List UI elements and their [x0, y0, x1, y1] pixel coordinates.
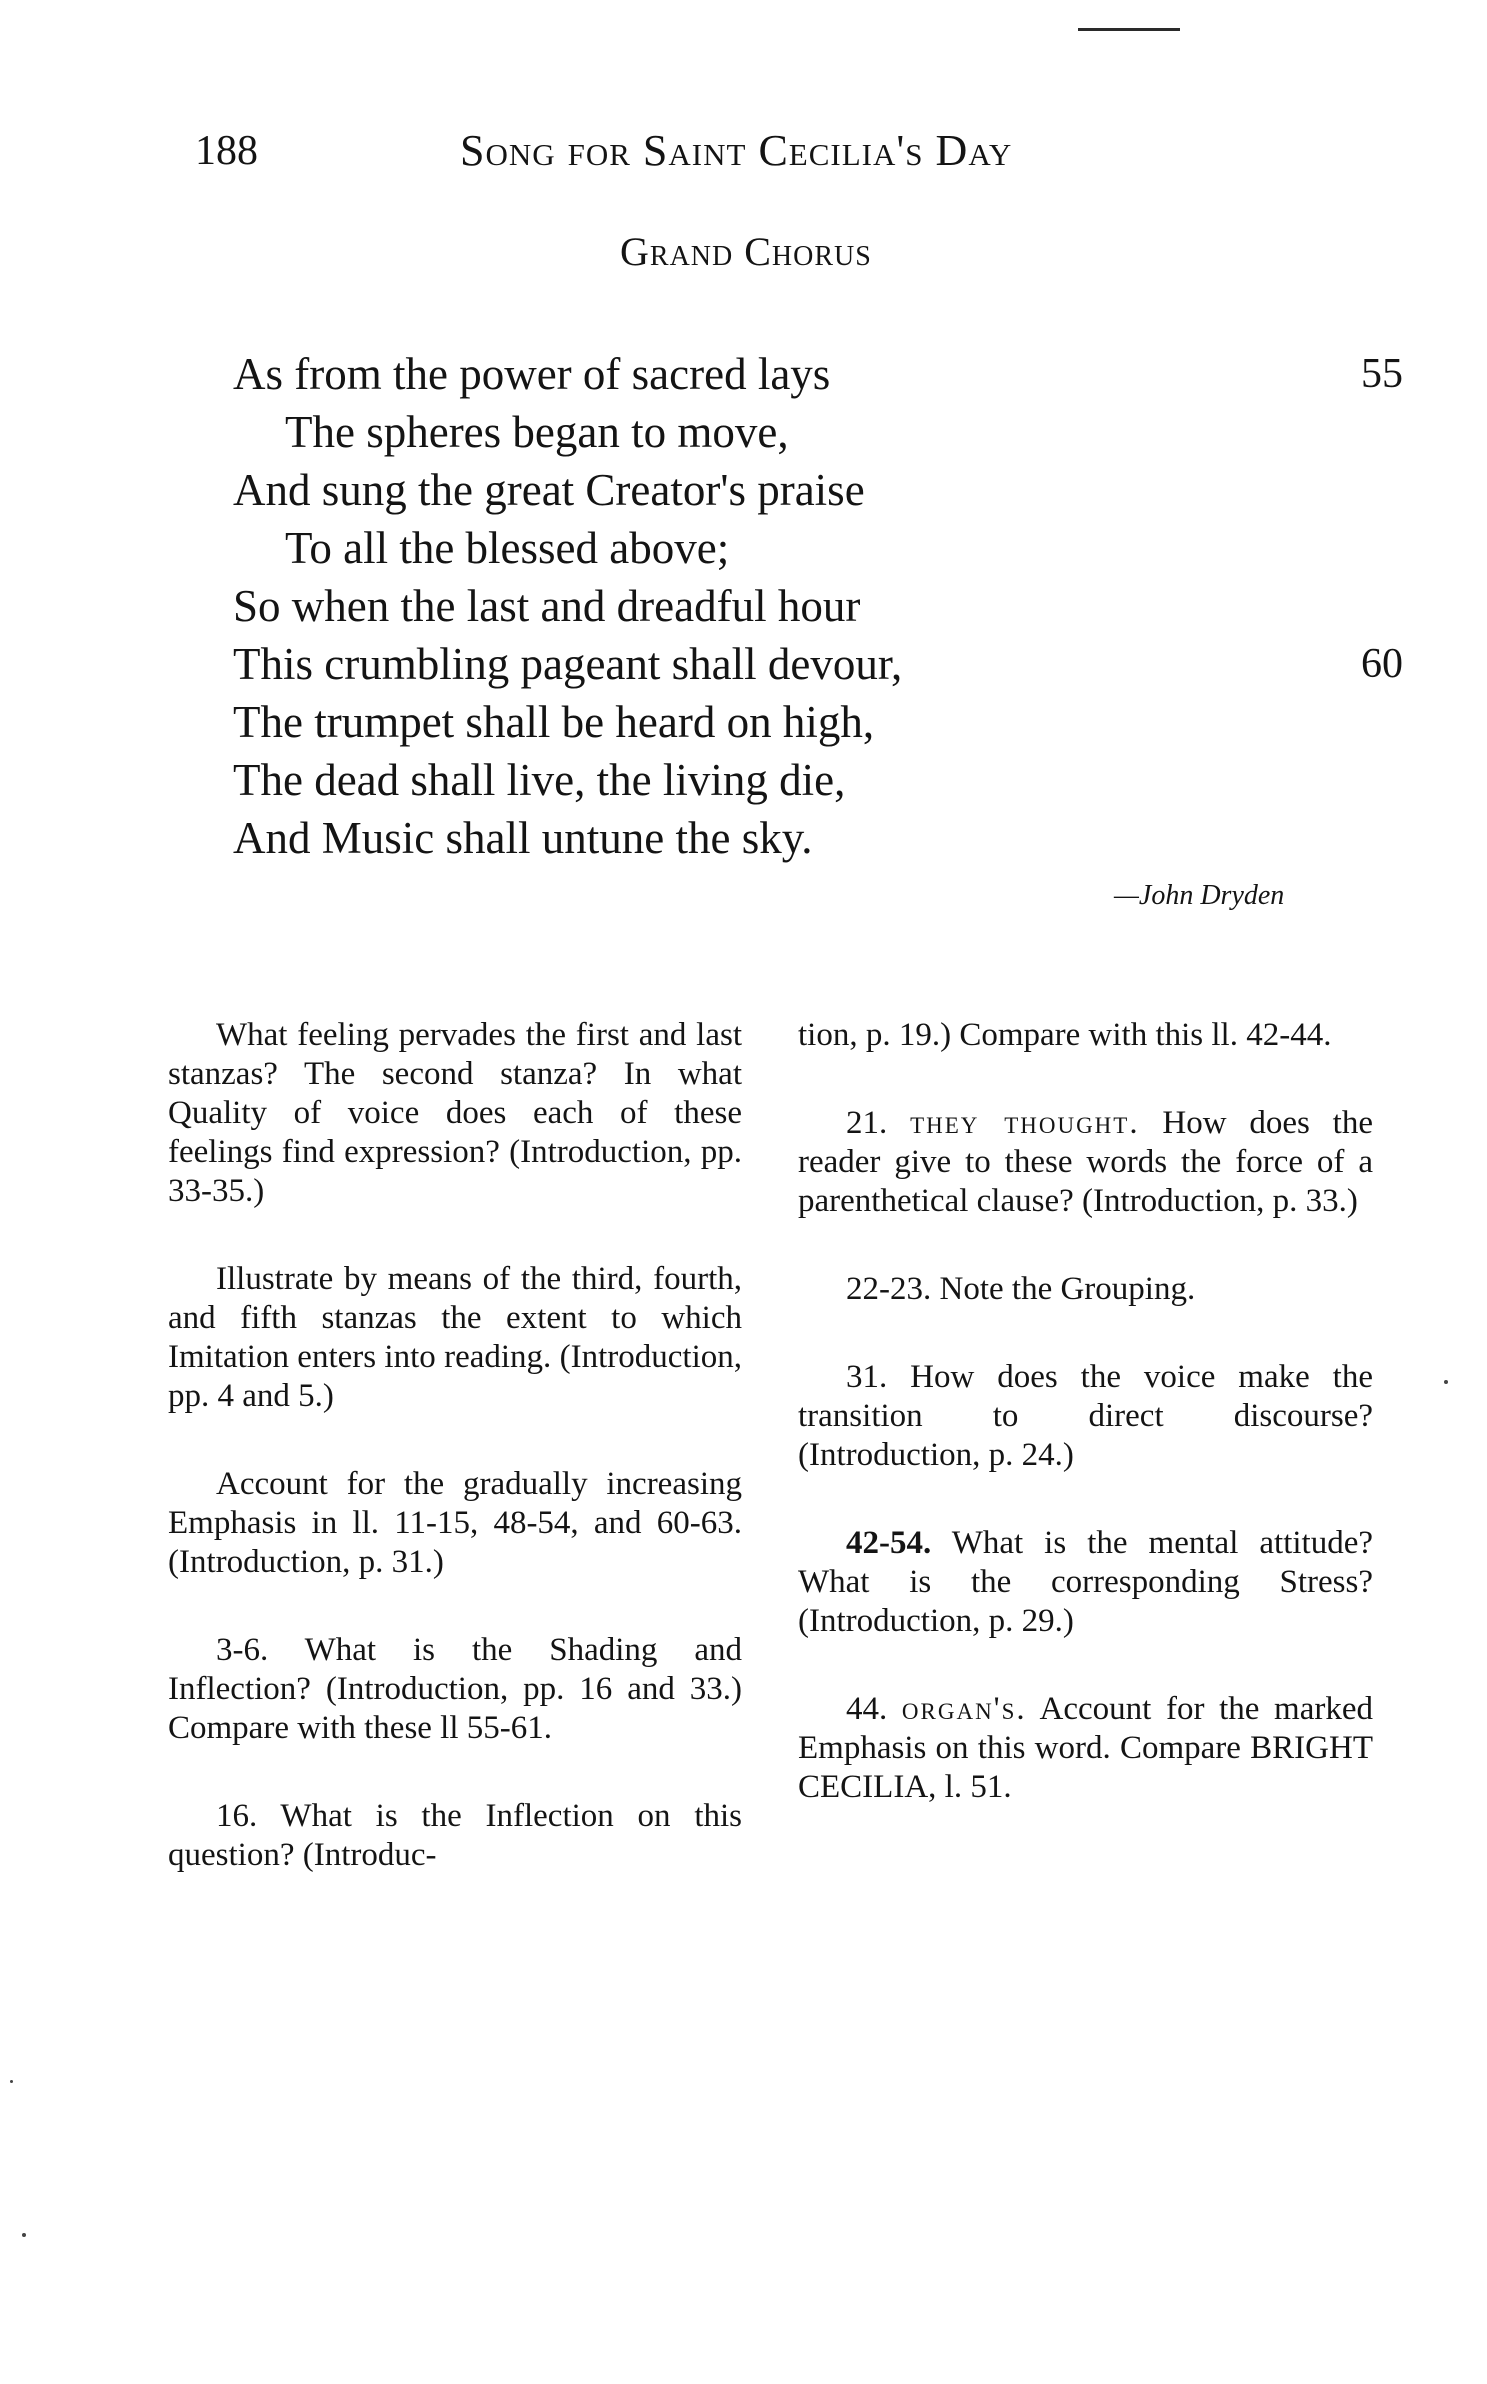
poem-line-text: And sung the great Creator's praise: [233, 465, 865, 515]
note: [168, 1797, 742, 1875]
notes-left-column: [168, 1016, 742, 1924]
note-text: tion, p. 19.) Compare with this ll. 42-44.: [798, 1017, 1332, 1053]
note-keyword: organ's.: [901, 1691, 1027, 1727]
line-number: 60: [1361, 641, 1403, 687]
note: [798, 1524, 1373, 1641]
note-ref: 21.: [846, 1105, 888, 1141]
print-speck: [22, 2233, 26, 2237]
notes-right-column: [798, 1016, 1373, 1856]
note-ref: 44.: [846, 1691, 888, 1727]
poem-line-text: The dead shall live, the living die,: [233, 755, 846, 805]
poem-line-text: The trumpet shall be heard on high,: [233, 697, 875, 747]
poem-line-text: And Music shall untune the sky.: [233, 813, 813, 863]
page-number: 188: [195, 128, 258, 174]
note-ref: 3-6.: [216, 1632, 269, 1668]
poem-line-text: As from the power of sacred lays: [233, 349, 831, 399]
note: [798, 1358, 1373, 1475]
attribution: —John Dryden: [1114, 880, 1285, 911]
poem-line: [233, 519, 1403, 577]
running-title: Song for Saint Cecilia's Day: [460, 126, 1013, 175]
note: [798, 1270, 1373, 1309]
poem-line-text: So when the last and dreadful hour: [233, 581, 861, 631]
poem-line-text: The spheres began to move,: [285, 407, 789, 457]
note-text: Illustrate by means of the third, fourth, and fifth stanzas the extent to which Imitation enters into reading. (Introduction, pp. 4 and 5.): [168, 1261, 742, 1414]
print-speck: [1444, 1380, 1448, 1384]
note: [798, 1016, 1373, 1055]
poem-line: [233, 693, 1403, 751]
line-number: 55: [1361, 351, 1403, 397]
poem-line: [233, 461, 1403, 519]
poem-line: [233, 635, 1403, 693]
note-keyword: they thought.: [910, 1105, 1140, 1141]
note-ref: 16.: [216, 1798, 258, 1834]
poem: [233, 345, 1403, 867]
note-text: What is the Inflection on this question? (Introduc-: [168, 1798, 742, 1873]
note: [798, 1104, 1373, 1221]
note-text: Note the Grouping.: [939, 1271, 1196, 1307]
poem-line: [233, 809, 1403, 867]
note-text: How does the reader give to these words the force of a parenthetical clause? (Introduction, p. 33.): [798, 1105, 1373, 1219]
note-text: What feeling pervades the first and last stanzas? The second stanza? In what Quality of voice does each of these feelings find expression? (Introduction, pp. 33-35.): [168, 1017, 742, 1209]
note: [798, 1690, 1373, 1807]
note-text: How does the voice make the transition to direct discourse? (Introduction, p. 24.): [798, 1359, 1373, 1473]
note-ref: 42-54.: [846, 1525, 932, 1561]
note-text: What is the mental attitude? What is the corresponding Stress? (Introduction, p. 29.): [798, 1525, 1374, 1639]
note: [168, 1016, 742, 1211]
print-speck: [10, 2080, 13, 2083]
note: [168, 1631, 742, 1748]
note-ref: 22-23.: [846, 1271, 932, 1307]
note-text: Account for the marked Emphasis on this word. Compare BRIGHT CECILIA, l. 51.: [798, 1691, 1373, 1805]
poem-line: [233, 577, 1403, 635]
poem-line: [233, 403, 1403, 461]
note-text: Account for the gradually increasing Emphasis in ll. 11-15, 48-54, and 60-63. (Introduction, p. 31.): [168, 1466, 742, 1580]
section-title: Grand Chorus: [620, 229, 872, 274]
poem-line-text: This crumbling pageant shall devour,: [233, 639, 903, 689]
note: [168, 1465, 742, 1582]
note-ref: 31.: [846, 1359, 888, 1395]
top-rule: [1078, 28, 1180, 31]
poem-line: [233, 751, 1403, 809]
note: [168, 1260, 742, 1416]
note-text: What is the Shading and Inflection? (Introduction, pp. 16 and 33.) Compare with these ll 55-61.: [168, 1632, 743, 1746]
poem-line: [233, 345, 1403, 403]
poem-line-text: To all the blessed above;: [285, 523, 730, 573]
